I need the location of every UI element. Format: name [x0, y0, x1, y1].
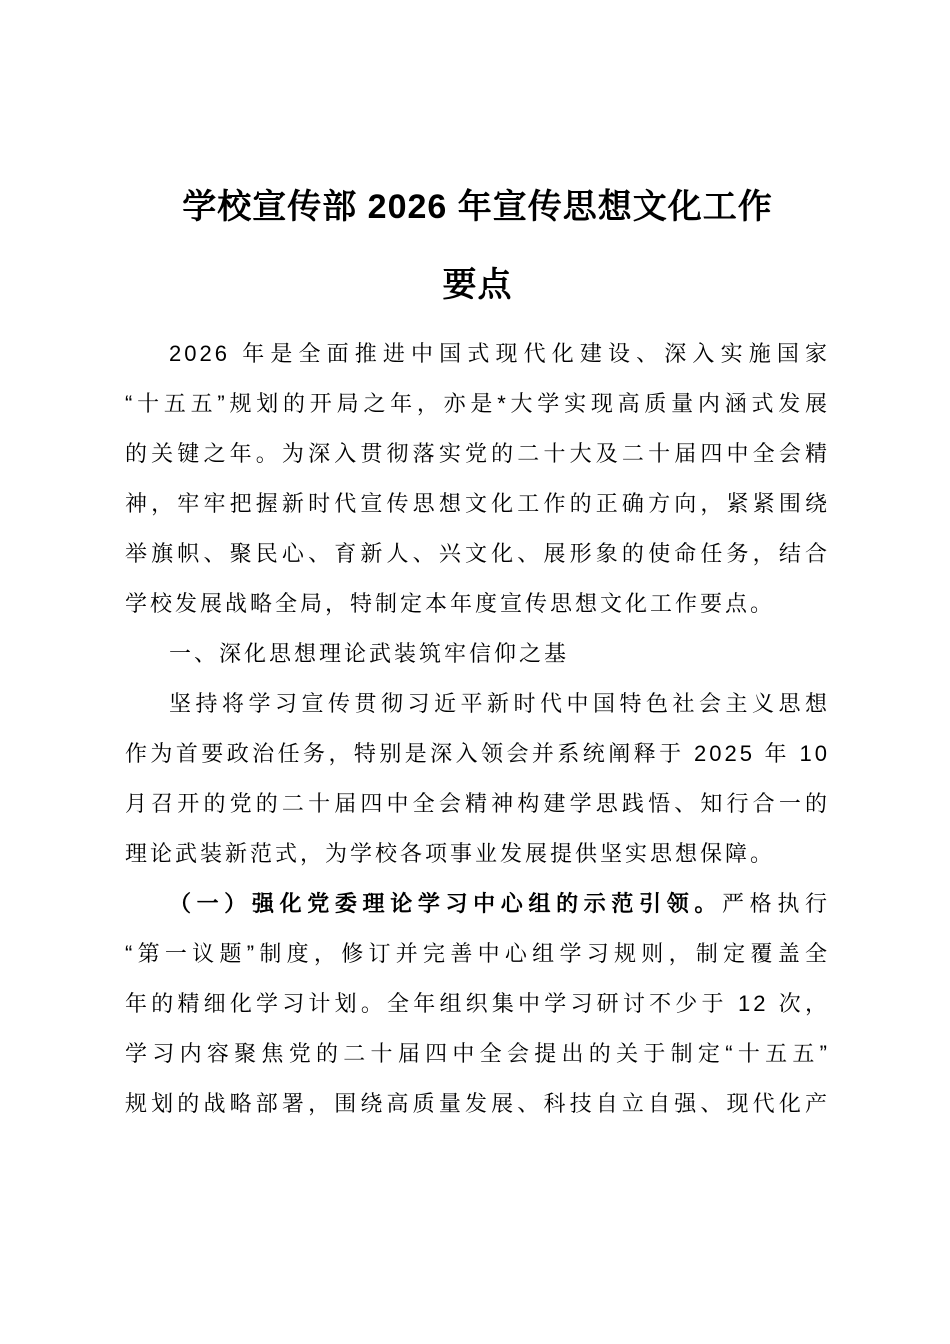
text-segment: 神，牢牢把握新时代宣传思想文化工作的正确方向，紧紧围绕 — [125, 491, 830, 516]
text-line — [125, 629, 830, 679]
text-segment: 理论武装新范式，为学校各项事业发展提供坚实思想保障。 — [125, 841, 776, 866]
text-line — [125, 1079, 830, 1129]
text-line — [125, 379, 830, 429]
text-segment: 年的精细化学习计划。全年组织集中学习研讨不少于 12 次， — [125, 991, 830, 1016]
intro-paragraph — [125, 329, 830, 629]
text-line — [125, 529, 830, 579]
bold-text-segment: （一）强化党委理论学习中心组的示范引领。 — [169, 891, 723, 916]
text-segment: “十五五”规划的开局之年，亦是*大学实现高质量内涵式发展 — [125, 391, 830, 416]
document-title-line-2: 要点 — [442, 266, 513, 304]
text-segment: 作为首要政治任务，特别是深入领会并系统阐释于 2025 年 10 — [125, 741, 830, 766]
text-line — [125, 779, 830, 829]
document-title-line-1: 学校宣传部 2026 年宣传思想文化工作 — [182, 188, 773, 226]
text-line — [125, 829, 830, 879]
text-line — [125, 1029, 830, 1079]
text-line — [125, 879, 830, 929]
text-segment: 2026 年是全面推进中国式现代化建设、深入实施国家 — [169, 341, 830, 366]
text-segment: “第一议题”制度，修订并完善中心组学习规则，制定覆盖全 — [125, 941, 830, 966]
text-line — [125, 479, 830, 529]
text-segment: 一、深化思想理论武装筑牢信仰之基 — [169, 641, 570, 666]
item-1-paragraph — [125, 879, 830, 1129]
text-line — [125, 729, 830, 779]
text-line — [125, 679, 830, 729]
document-title — [125, 168, 830, 324]
text-segment: 坚持将学习宣传贯彻习近平新时代中国特色社会主义思想 — [169, 691, 830, 716]
text-segment: 规划的战略部署，围绕高质量发展、科技自立自强、现代化产 — [125, 1091, 830, 1116]
text-segment: 严格执行 — [722, 891, 830, 916]
text-segment: 学习内容聚焦党的二十届四中全会提出的关于制定“十五五” — [125, 1041, 830, 1066]
section-1-heading — [125, 629, 830, 679]
text-line — [125, 429, 830, 479]
text-segment: 学校发展战略全局，特制定本年度宣传思想文化工作要点。 — [125, 591, 776, 616]
text-segment: 的关键之年。为深入贯彻落实党的二十大及二十届四中全会精 — [125, 441, 830, 466]
document-body — [125, 329, 830, 1129]
text-segment: 月召开的党的二十届四中全会精神构建学思践悟、知行合一的 — [125, 791, 830, 816]
section-1-paragraph — [125, 679, 830, 879]
text-line — [125, 929, 830, 979]
text-line — [125, 329, 830, 379]
text-segment: 举旗帜、聚民心、育新人、兴文化、展形象的使命任务，结合 — [125, 541, 830, 566]
text-line — [125, 579, 830, 629]
text-line — [125, 979, 830, 1029]
